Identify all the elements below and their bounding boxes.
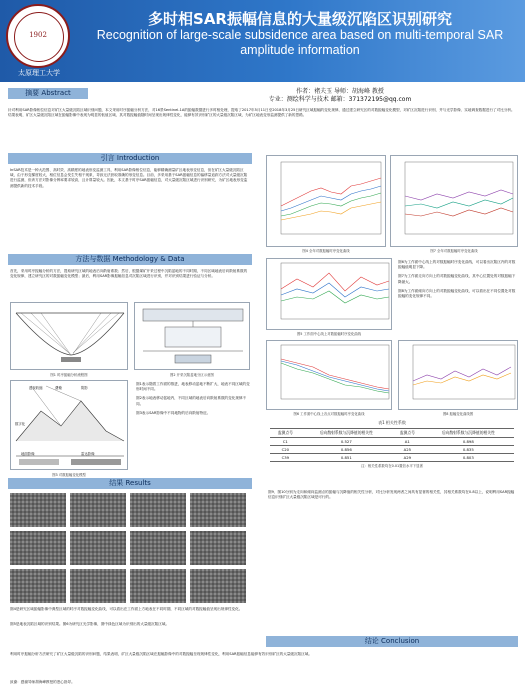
logo-year: 1902 [29, 31, 47, 39]
right-notes [398, 260, 516, 299]
fig3-label-a: 透视收缩 [29, 386, 43, 390]
table-note: 注：相关性系数均在0.01置信水平下显著 [361, 464, 423, 468]
right-note-3: 图8为工作面倾向方向上的对数振幅变化曲线，可以看出在不同位置处对数振幅的变化规律不同。 [398, 288, 516, 299]
methods-notes [136, 382, 250, 416]
abstract-text: 针对利用SAR影像相位信息对矿区大量级沉陷区域识别问题，本文采用时序振幅分析方法，对16景Sentinel-1A的振幅数据进行多时相处理，提取了2017年5月11日至2018年3月25日研究区域振幅的变化规律，通过建立研究区的对数振幅变化模型，对矿区沉陷进行识别，并与光学影像、实地调查数据进行了对比分析。结果表明，矿区大量级沉陷区域在振幅影像中表现为明显的低值区域，其对数振幅值随时间呈现出规律性变化，能够有效识别矿区的大量级沉陷区域，为矿区地表变形监测提供了新的思路。 [8, 108, 515, 118]
results-heading: 结果 Results [8, 478, 252, 489]
results-text-1: 图4是研究区域振幅影像中典型区域的时序对数振幅变化曲线，可以看出在工作面上方地表在不同时期，不同区域的对数振幅值呈现出规律性变化。 [10, 607, 243, 611]
conclusion-heading: 结论 Conclusion [266, 636, 518, 647]
table-cell: C20 [270, 446, 301, 454]
results-image-svg [10, 493, 250, 603]
authors-line: 作者：褚夫玉 导师：胡海峰 教授 [296, 88, 384, 95]
table-cell: C1 [270, 438, 301, 446]
table-header-2: 后向散射系数与沉降值的相关性 [301, 429, 392, 438]
table-cell: 0.856 [301, 446, 392, 454]
chart-bot-right [398, 340, 518, 410]
fig2-svg [135, 303, 250, 370]
correlation-table [270, 428, 514, 468]
logo-caption: 太原理工大学 [18, 69, 60, 77]
table-cell: 0.835 [423, 446, 514, 454]
chart-top-right [390, 155, 518, 247]
table-cell: C39 [270, 454, 301, 462]
right-note-1: 图6为工作面中心线上的对数振幅时序变化曲线，可以看出沉陷区内的对数振幅值明显下降。 [398, 260, 516, 270]
results-text-3: 图9、图10分别为走向和倾向监测点的振幅与沉降值的相关性分析，对比分析发现两者之间具有显著的相关性，其相关系数均在0.8以上，说明利用SAR振幅信息识别矿区大量级沉陷区域是可行的。 [268, 490, 515, 500]
fig3-label-e: 地面影像 [21, 452, 35, 456]
sar-thumbnails [10, 493, 246, 603]
table-header-1: 监测点号 [270, 429, 301, 438]
fig3-label-f: 雷达影像 [81, 452, 95, 456]
chart-mid-svg [267, 259, 392, 330]
chart-mid [266, 258, 392, 330]
chart-top-left-svg [267, 156, 386, 247]
acknowledgement: 致谢：感谢导师胡海峰教授的悉心指导。 [10, 680, 75, 684]
chart-bot-left [266, 340, 392, 410]
fig2-caption: 图2 开采沉陷盆地分区示意图 [170, 373, 214, 377]
methods-note-2: 图2表示地表移动盆地内，不同区域的地表后向散射系数的变化规律不同。 [136, 396, 247, 406]
table [270, 428, 514, 462]
results-image-grid [10, 493, 250, 603]
table-row [270, 438, 514, 446]
fig1-caption: 图1 时序振幅分析流程图 [50, 373, 88, 377]
table-cell: A1 [392, 438, 423, 446]
intro-heading: 引言 Introduction [8, 153, 252, 164]
right-chart-mid-caption: 图8 振幅变化曲线图 [442, 412, 474, 416]
university-logo [6, 4, 70, 68]
fig2-diagram [134, 302, 250, 370]
chart-bot-right-svg [399, 341, 518, 410]
chart-bot-left-svg [267, 341, 392, 410]
header-banner [0, 0, 525, 82]
conclusion-text: 利用时序振幅分析方法研究了矿区大量级沉陷的识别问题，结果表明，矿区大量级沉陷区域在振幅影像中的对数振幅呈现规律性变化，利用SAR振幅信息能够有效识别矿区的大量级沉陷区域。 [10, 652, 312, 656]
methods-note-1: 图1表示随着工作面的推进，地表移动盆地不断扩大，地表不同区域的变形时间不同。 [136, 382, 250, 392]
table-cell: A29 [392, 454, 423, 462]
chart-bot-caption: 图6 工作面中心线上各点对数振幅时序变化曲线 [293, 412, 365, 416]
table-header-4: 后向散射系数与沉降值的相关性 [423, 429, 514, 438]
fig1-diagram [10, 302, 128, 370]
title-english: Recognition of large-scale subsidence area based on multi-temporal SAR amplitude information [96, 28, 504, 57]
major-line: 专业：测绘科学与技术 邮箱：371372195@qq.com [268, 96, 412, 103]
table-cell: 0.803 [423, 454, 514, 462]
fig3-svg [11, 381, 128, 470]
results-text-2: 图5是地表沉陷区域的识别结果。图6为研究区光学影像，图中绿色区域为识别出的大量级沉陷区域。 [10, 622, 170, 626]
table-row [270, 454, 514, 462]
fig3-diagram [10, 380, 128, 470]
methods-heading: 方法与数据 Methodology & Data [8, 254, 252, 265]
fig3-label-b: 叠掩 [55, 386, 62, 390]
abstract-heading: 摘要 Abstract [8, 88, 88, 99]
table-cell: 0.851 [301, 454, 392, 462]
table-cell: A25 [392, 446, 423, 454]
right-chart-top-caption: 图7 全年对数振幅时序变化曲线 [430, 249, 478, 253]
chart-top-caption: 图4 全年对数振幅时序变化曲线 [302, 249, 350, 253]
chart-mid-caption: 图5 工作面中心线上对数振幅时序变化曲线 [296, 332, 362, 336]
table-row [270, 446, 514, 454]
methods-note-3: 图3表示SAR影像中不同地物的后向散射特征。 [136, 410, 211, 415]
fig1-svg [11, 303, 128, 370]
fig3-label-d: 数字化 [15, 422, 26, 426]
title-chinese: 多时相SAR振幅信息的大量级沉陷区识别研究 [148, 10, 452, 28]
table-caption: 表1 相关性系数 [378, 420, 406, 425]
intro-text: InSAR技术是一种大范围、高时效、高精度的地表形变监测工具，利用SAR影像相位信息，能够精确测量矿区地表形变信息，但在矿区大量级沉陷区域，由于形变梯度较大，相位信息会发生失相干现象，导致无法获取准确的形变信息。目前，多采用基于SAR振幅信息的偏移量追踪方法对大量级沉陷进行监测，但该方法对影像分辨率要求较高，且计算量较大。因此，本文基于时序SAR振幅信息，对大量级沉陷区域进行识别研究，为矿区地表形变监测提供新的技术手段。 [10, 168, 248, 188]
methods-text: 首先，采用时序振幅分析的方法，提取研究区域的地表后向散射系数；然后，根据煤矿开采过程中沉陷盆地的不同时期，不同区域地表后向散射系数的变化规律，建立研究区的对数振幅变化模型；最后，利用SAR影像振幅信息对沉陷区域进行识别，并对识别结果进行验证与分析。 [10, 269, 248, 279]
right-note-2: 图7为工作面走向方向上的对数振幅变化曲线，其中心位置处的对数振幅下降最大。 [398, 274, 516, 284]
author-info [230, 88, 450, 104]
table-header-3: 监测点号 [392, 429, 423, 438]
table-cell: 0.527 [301, 438, 392, 446]
chart-top-left [266, 155, 386, 247]
fig3-label-c: 阴影 [81, 386, 88, 390]
table-cell: 0.898 [423, 438, 514, 446]
fig3-caption: 图3 对数振幅变化模型 [52, 473, 86, 477]
chart-top-right-svg [391, 156, 518, 247]
